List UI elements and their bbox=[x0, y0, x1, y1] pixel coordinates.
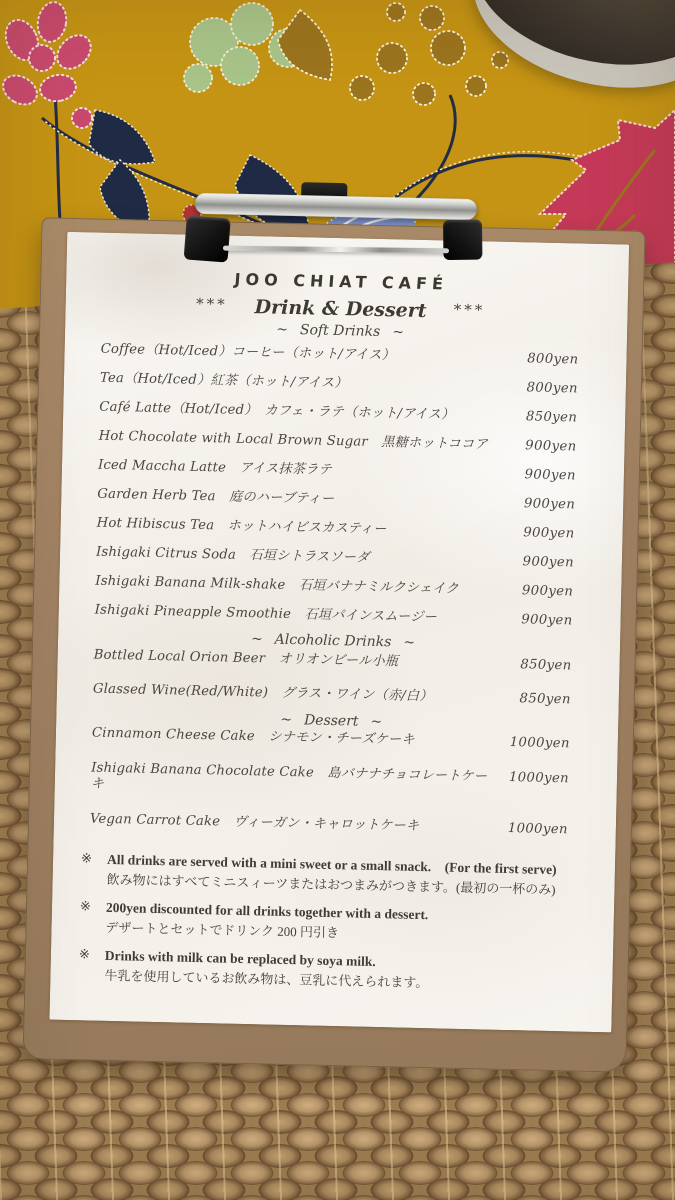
clip-corner-left bbox=[184, 215, 231, 262]
menu-item-price: 850yen bbox=[520, 657, 572, 674]
note-text-en: Drinks with milk can be replaced by soya milk. bbox=[104, 947, 376, 970]
note bbox=[78, 945, 565, 996]
menu-item bbox=[98, 458, 576, 485]
section-heading-alcoholic-drinks: ~ Alcoholic Drinks ~ bbox=[250, 631, 416, 651]
menu-item bbox=[100, 371, 578, 398]
clip-wire bbox=[223, 246, 449, 254]
menu-item-price: 800yen bbox=[526, 380, 579, 397]
menu-item bbox=[91, 761, 570, 804]
menu-item bbox=[97, 487, 575, 514]
menu-item-price: 850yen bbox=[519, 691, 571, 708]
menu-item-name: Coffee（Hot/Iced）コーヒー（ホット/アイス） bbox=[100, 341, 396, 364]
menu-item-name: Tea（Hot/Iced）紅茶（ホット/アイス） bbox=[99, 370, 348, 392]
alcoholic-drinks-items bbox=[93, 648, 572, 709]
menu-item-price: 900yen bbox=[524, 467, 577, 484]
menu-notes bbox=[78, 849, 567, 996]
menu-item-price: 900yen bbox=[521, 612, 573, 629]
menu-item-name: Hot Hibiscus Tea ホットハイビスカスティー bbox=[96, 515, 387, 538]
menu-item bbox=[93, 682, 571, 709]
menu-item-name: Glassed Wine(Red/White) グラス・ワイン（赤/白） bbox=[92, 681, 433, 705]
menu-item-price: 900yen bbox=[522, 554, 575, 571]
cafe-name: JOO CHIAT CAFÉ bbox=[233, 269, 449, 294]
menu-item-name: Vegan Carrot Cake ヴィーガン・キャロットケーキ bbox=[89, 811, 420, 834]
menu-item-price: 900yen bbox=[521, 583, 574, 600]
clipboard bbox=[23, 217, 646, 1072]
note-text-jp: デザートとセットでドリンク 200 円引き bbox=[105, 919, 340, 941]
menu-item-name: Cinnamon Cheese Cake シナモン・チーズケーキ bbox=[91, 725, 416, 748]
menu-paper bbox=[49, 232, 629, 1033]
clip-chrome-bar bbox=[195, 193, 477, 220]
note bbox=[79, 897, 566, 948]
menu-item-name: Ishigaki Citrus Soda 石垣シトラスソーダ bbox=[95, 544, 370, 566]
menu-item bbox=[96, 545, 574, 572]
menu-item-name: Hot Chocolate with Local Brown Sugar 黒糖ホットココア bbox=[98, 428, 488, 453]
section-heading-dessert: ~ Dessert ~ bbox=[280, 711, 383, 731]
menu-item-price: 900yen bbox=[523, 525, 575, 542]
menu-item bbox=[97, 516, 575, 543]
section-heading-soft-drinks: ~ Soft Drinks ~ bbox=[276, 321, 405, 341]
menu-item-name: Garden Herb Tea 庭のハーブティー bbox=[97, 486, 335, 507]
menu-item bbox=[98, 429, 576, 456]
reference-mark: ※ bbox=[80, 851, 93, 867]
menu-item-price: 800yen bbox=[527, 351, 579, 368]
menu-item-name: Café Latte（Hot/Iced） カフェ・ラテ（ホット/アイス） bbox=[99, 399, 455, 423]
menu-item-price: 850yen bbox=[525, 409, 578, 426]
title-stars-left: *** bbox=[195, 294, 228, 314]
menu-content bbox=[49, 232, 629, 1033]
menu-item-price: 900yen bbox=[523, 496, 576, 513]
note-text-jp: 飲み物にはすべてミニスィーツまたはおつまみがつきます。(最初の一杯のみ) bbox=[106, 871, 556, 898]
reference-mark: ※ bbox=[79, 899, 92, 915]
menu-item-name: Ishigaki Pineapple Smoothie 石垣パインスムージー bbox=[94, 602, 438, 626]
note bbox=[80, 849, 567, 900]
dessert-items bbox=[90, 726, 570, 839]
menu-title: Drink & Dessert bbox=[254, 296, 427, 323]
reference-mark: ※ bbox=[78, 947, 90, 963]
menu-item bbox=[90, 812, 568, 839]
clip-corner-right bbox=[443, 220, 482, 260]
note-text-en: 200yen discounted for all drinks together with a dessert. bbox=[105, 899, 429, 923]
menu-item-name: Bottled Local Orion Beer オリオンビール小瓶 bbox=[93, 647, 399, 670]
menu-item bbox=[95, 574, 573, 601]
menu-item-name: Ishigaki Banana Milk-shake 石垣バナナミルクシェイク bbox=[95, 573, 459, 597]
menu-item-price: 1000yen bbox=[507, 820, 569, 838]
clipboard-clip bbox=[181, 175, 493, 274]
menu-item bbox=[100, 342, 578, 369]
title-stars-right: *** bbox=[453, 300, 486, 320]
soft-drinks-items bbox=[95, 342, 579, 630]
menu-item-name: Ishigaki Banana Chocolate Cake 島バナナチョコレートケーキ bbox=[90, 760, 488, 792]
menu-item bbox=[95, 603, 573, 630]
menu-item-price: 1000yen bbox=[509, 735, 570, 752]
menu-item-price: 900yen bbox=[525, 438, 577, 455]
menu-item bbox=[99, 400, 577, 427]
note-text-jp: 牛乳を使用しているお飲み物は、豆乳に代えられます。 bbox=[104, 967, 429, 991]
menu-item-name: Iced Maccha Latte アイス抹茶ラテ bbox=[97, 457, 333, 478]
note-text-en: All drinks are served with a mini sweet or a small snack. (For the first serve) bbox=[106, 851, 557, 878]
menu-item-price: 1000yen bbox=[508, 770, 570, 787]
